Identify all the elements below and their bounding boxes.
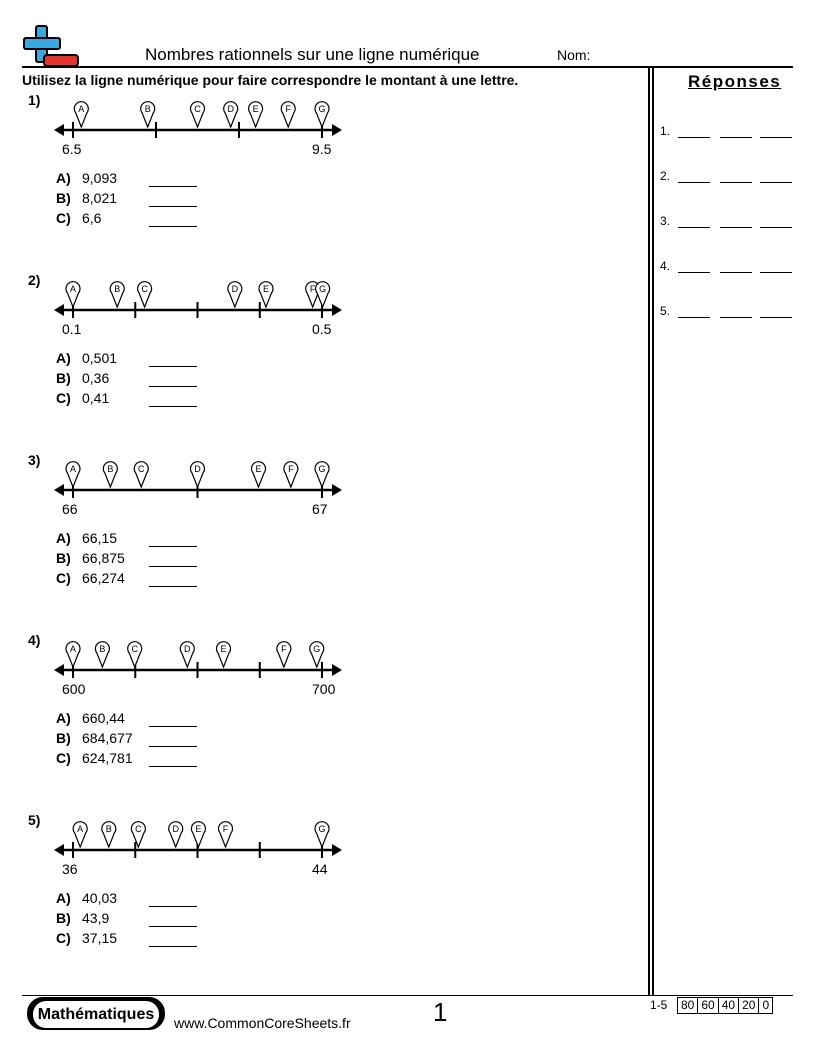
marker-pin xyxy=(128,642,142,667)
marker-letter: A xyxy=(69,464,77,474)
option-value: 624,781 xyxy=(82,750,133,766)
option-letter: A) xyxy=(56,530,71,546)
marker-letter: B xyxy=(144,104,151,114)
option-blank[interactable] xyxy=(149,946,197,947)
start-label: 600 xyxy=(62,681,86,697)
marker-letter: A xyxy=(69,644,77,654)
answer-blank[interactable] xyxy=(720,272,752,273)
option-letter: C) xyxy=(56,930,71,946)
marker-letter: C xyxy=(135,824,142,834)
option-letter: C) xyxy=(56,570,71,586)
option-letter: B) xyxy=(56,910,71,926)
start-label: 0.1 xyxy=(62,321,82,337)
marker-pin xyxy=(219,822,233,847)
option-blank[interactable] xyxy=(149,766,197,767)
marker-pin xyxy=(281,102,295,127)
marker-pin xyxy=(216,642,230,667)
start-label: 66 xyxy=(62,501,78,517)
option-letter: B) xyxy=(56,370,71,386)
problem-number: 3) xyxy=(28,452,41,468)
brand-label: Mathématiques xyxy=(33,1001,159,1028)
option-row xyxy=(56,570,216,590)
score-label: 1-5 xyxy=(650,998,668,1012)
option-blank[interactable] xyxy=(149,566,197,567)
answer-blank[interactable] xyxy=(720,137,752,138)
option-value: 8,021 xyxy=(82,190,118,206)
answer-blank[interactable] xyxy=(760,182,792,183)
marker-letter: C xyxy=(194,104,201,114)
marker-pin xyxy=(277,642,291,667)
option-value: 43,9 xyxy=(82,910,110,926)
marker-pin xyxy=(169,822,183,847)
option-value: 66,274 xyxy=(82,570,125,586)
option-row xyxy=(56,910,216,930)
answers-title: Réponses xyxy=(688,72,782,91)
marker-pin xyxy=(315,102,329,127)
start-label: 6.5 xyxy=(62,141,82,157)
number-line xyxy=(52,278,344,326)
marker-pin xyxy=(224,102,238,127)
option-blank[interactable] xyxy=(149,366,197,367)
option-value: 0,36 xyxy=(82,370,110,386)
option-letter: C) xyxy=(56,210,71,226)
marker-pin xyxy=(66,462,80,487)
end-label: 9.5 xyxy=(312,141,332,157)
option-letter: B) xyxy=(56,190,71,206)
answer-blank[interactable] xyxy=(760,137,792,138)
marker-letter: F xyxy=(222,824,229,834)
option-row xyxy=(56,730,216,750)
marker-pin xyxy=(138,282,152,307)
page-title: Nombres rationnels sur une ligne numérique xyxy=(145,45,480,64)
score-cell: 60 xyxy=(697,998,717,1013)
score-table xyxy=(677,997,773,1014)
score-cell: 0 xyxy=(758,998,772,1013)
marker-pin xyxy=(134,462,148,487)
answer-row-number: 1. xyxy=(660,124,671,138)
start-label: 36 xyxy=(62,861,78,877)
page-number: 1 xyxy=(433,997,448,1027)
marker-letter: B xyxy=(114,284,121,294)
answer-column-divider xyxy=(648,68,650,996)
answer-row-number: 3. xyxy=(660,214,671,228)
right-arrow-icon xyxy=(332,484,342,496)
score-cell: 40 xyxy=(718,998,738,1013)
marker-pin xyxy=(73,822,87,847)
marker-letter: A xyxy=(77,824,84,834)
marker-letter: E xyxy=(195,824,202,834)
left-arrow-icon xyxy=(54,124,64,136)
marker-letter: D xyxy=(172,824,179,834)
answer-blank[interactable] xyxy=(678,317,710,318)
option-row xyxy=(56,550,216,570)
marker-pin xyxy=(66,282,80,307)
instructions: Utilisez la ligne numérique pour faire correspondre le montant à une lettre. xyxy=(22,72,519,88)
right-arrow-icon xyxy=(332,304,342,316)
option-row xyxy=(56,530,216,550)
marker-pin xyxy=(191,822,205,847)
option-letter: A) xyxy=(56,710,71,726)
marker-letter: C xyxy=(131,644,138,654)
marker-letter: F xyxy=(281,644,287,654)
option-letter: B) xyxy=(56,730,71,746)
answer-row-number: 5. xyxy=(660,304,671,318)
option-letter: B) xyxy=(56,550,71,566)
option-blank[interactable] xyxy=(149,586,197,587)
option-value: 37,15 xyxy=(82,930,118,946)
answer-blank[interactable] xyxy=(720,317,752,318)
marker-letter: B xyxy=(105,824,112,834)
option-blank[interactable] xyxy=(149,206,197,207)
marker-letter: F xyxy=(309,284,316,294)
marker-pin xyxy=(102,822,116,847)
marker-letter: G xyxy=(318,104,326,114)
answer-row xyxy=(660,169,800,185)
option-letter: A) xyxy=(56,350,71,366)
footer-divider xyxy=(22,995,793,996)
marker-pin xyxy=(316,282,330,307)
marker-letter: D xyxy=(231,284,239,294)
marker-pin xyxy=(249,102,263,127)
option-value: 6,6 xyxy=(82,210,102,226)
option-blank[interactable] xyxy=(149,926,197,927)
marker-pin xyxy=(110,282,124,307)
marker-pin xyxy=(315,822,329,847)
marker-pin xyxy=(228,282,242,307)
right-arrow-icon xyxy=(332,124,342,136)
end-label: 0.5 xyxy=(312,321,332,337)
marker-letter: D xyxy=(184,644,191,654)
option-value: 9,093 xyxy=(82,170,118,186)
option-blank[interactable] xyxy=(149,726,197,727)
option-value: 0,41 xyxy=(82,390,110,406)
option-row xyxy=(56,390,216,410)
option-blank[interactable] xyxy=(149,226,197,227)
left-arrow-icon xyxy=(54,304,64,316)
answer-row xyxy=(660,214,800,230)
marker-letter: E xyxy=(262,284,269,294)
marker-letter: C xyxy=(141,284,148,294)
marker-pin xyxy=(141,102,155,127)
marker-letter: E xyxy=(252,104,259,114)
option-row xyxy=(56,930,216,950)
header-divider xyxy=(22,66,793,68)
marker-letter: D xyxy=(227,104,234,114)
marker-letter: G xyxy=(318,464,326,474)
score-cell: 20 xyxy=(738,998,758,1013)
number-line xyxy=(52,818,344,866)
marker-letter: F xyxy=(285,104,291,114)
answer-blank[interactable] xyxy=(678,137,710,138)
score-cell: 80 xyxy=(681,998,695,1012)
problem-number: 5) xyxy=(28,812,41,828)
answer-row-number: 4. xyxy=(660,259,671,273)
option-blank[interactable] xyxy=(149,186,197,187)
marker-letter: C xyxy=(137,464,145,474)
marker-pin xyxy=(131,822,145,847)
option-row xyxy=(56,190,216,210)
marker-pin xyxy=(259,282,273,307)
answer-column-divider-inner xyxy=(652,68,654,996)
number-line xyxy=(52,458,344,506)
option-row xyxy=(56,750,216,770)
end-label: 44 xyxy=(312,861,328,877)
marker-letter: G xyxy=(318,824,326,834)
marker-pin xyxy=(191,102,205,127)
option-letter: A) xyxy=(56,170,71,186)
end-label: 700 xyxy=(312,681,336,697)
marker-letter: B xyxy=(107,464,114,474)
marker-letter: E xyxy=(255,464,262,474)
right-arrow-icon xyxy=(332,844,342,856)
marker-pin xyxy=(284,462,298,487)
answer-row-number: 2. xyxy=(660,169,671,183)
option-blank[interactable] xyxy=(149,546,197,547)
option-blank[interactable] xyxy=(149,746,197,747)
option-letter: A) xyxy=(56,890,71,906)
marker-pin xyxy=(315,462,329,487)
marker-letter: G xyxy=(319,284,327,294)
marker-letter: B xyxy=(99,644,106,654)
answer-blank[interactable] xyxy=(678,182,710,183)
option-row xyxy=(56,370,216,390)
left-arrow-icon xyxy=(54,844,64,856)
option-letter: C) xyxy=(56,390,71,406)
option-blank[interactable] xyxy=(149,906,197,907)
answer-row xyxy=(660,304,800,320)
problem-number: 2) xyxy=(28,272,41,288)
option-value: 66,875 xyxy=(82,550,125,566)
marker-pin xyxy=(95,642,109,667)
answer-row xyxy=(660,259,800,275)
answer-blank[interactable] xyxy=(720,182,752,183)
site-url: www.CommonCoreSheets.fr xyxy=(174,1015,351,1031)
marker-pin xyxy=(180,642,194,667)
name-label: Nom: xyxy=(557,47,591,63)
marker-letter: E xyxy=(220,644,227,654)
option-value: 0,501 xyxy=(82,350,118,366)
option-row xyxy=(56,710,216,730)
marker-pin xyxy=(66,642,80,667)
brand-badge xyxy=(27,997,165,1030)
option-row xyxy=(56,350,216,370)
answer-blank[interactable] xyxy=(678,227,710,228)
option-row xyxy=(56,170,216,190)
option-value: 66,15 xyxy=(82,530,118,546)
marker-letter: G xyxy=(313,644,321,654)
answer-blank[interactable] xyxy=(720,227,752,228)
answer-blank[interactable] xyxy=(760,227,792,228)
marker-letter: A xyxy=(69,284,77,294)
option-blank[interactable] xyxy=(149,406,197,407)
marker-letter: F xyxy=(288,464,294,474)
answer-blank[interactable] xyxy=(678,272,710,273)
left-arrow-icon xyxy=(54,664,64,676)
answer-blank[interactable] xyxy=(760,317,792,318)
problem-number: 4) xyxy=(28,632,41,648)
logo-icon xyxy=(22,24,80,68)
end-label: 67 xyxy=(312,501,328,517)
marker-letter: D xyxy=(194,464,201,474)
option-blank[interactable] xyxy=(149,386,197,387)
answer-blank[interactable] xyxy=(760,272,792,273)
right-arrow-icon xyxy=(332,664,342,676)
number-line xyxy=(52,638,344,686)
option-row xyxy=(56,890,216,910)
number-line xyxy=(52,98,344,146)
option-value: 660,44 xyxy=(82,710,125,726)
marker-pin xyxy=(103,462,117,487)
marker-pin xyxy=(74,102,88,127)
option-value: 684,677 xyxy=(82,730,133,746)
marker-pin xyxy=(252,462,266,487)
marker-letter: A xyxy=(78,104,85,114)
option-row xyxy=(56,210,216,230)
marker-pin xyxy=(191,462,205,487)
left-arrow-icon xyxy=(54,484,64,496)
option-letter: C) xyxy=(56,750,71,766)
option-value: 40,03 xyxy=(82,890,118,906)
answer-row xyxy=(660,124,800,140)
problem-number: 1) xyxy=(28,92,41,108)
